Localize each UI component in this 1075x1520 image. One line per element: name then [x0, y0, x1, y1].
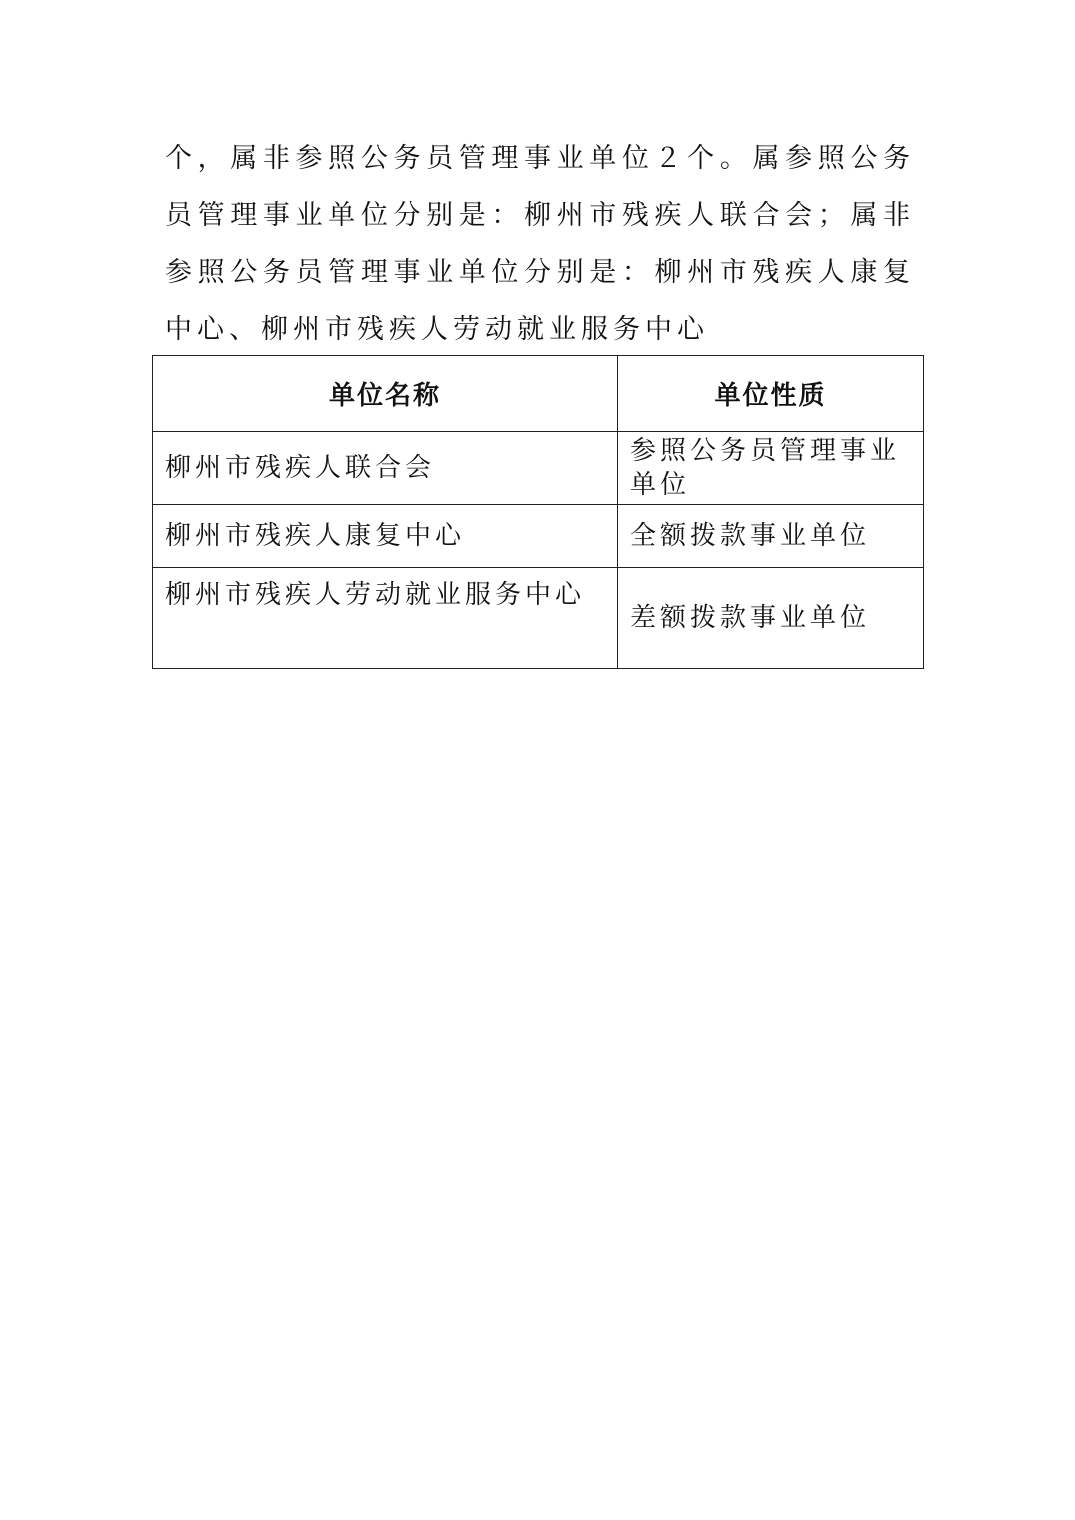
unit-nature-cell: 参照公务员管理事业单位: [618, 432, 924, 505]
header-unit-name: 单位名称: [153, 356, 618, 432]
unit-nature-cell: 差额拨款事业单位: [618, 568, 924, 669]
table-header-row: [153, 356, 924, 432]
unit-name-cell: 柳州市残疾人康复中心: [153, 505, 618, 568]
unit-name-cell: 柳州市残疾人联合会: [153, 432, 618, 505]
header-unit-nature: 单位性质: [618, 356, 924, 432]
table-row: [153, 568, 924, 669]
unit-nature-cell: 全额拨款事业单位: [618, 505, 924, 568]
body-paragraph: 个，属非参照公务员管理事业单位２个。属参照公务员管理事业单位分别是：柳州市残疾人联合会；属非参照公务员管理事业单位分别是：柳州市残疾人康复中心、柳州市残疾人劳动就业服务中心: [165, 143, 915, 345]
table-row: [153, 432, 924, 505]
unit-table: [152, 355, 924, 669]
table-row: [153, 505, 924, 568]
unit-name-cell: 柳州市残疾人劳动就业服务中心: [153, 568, 618, 669]
